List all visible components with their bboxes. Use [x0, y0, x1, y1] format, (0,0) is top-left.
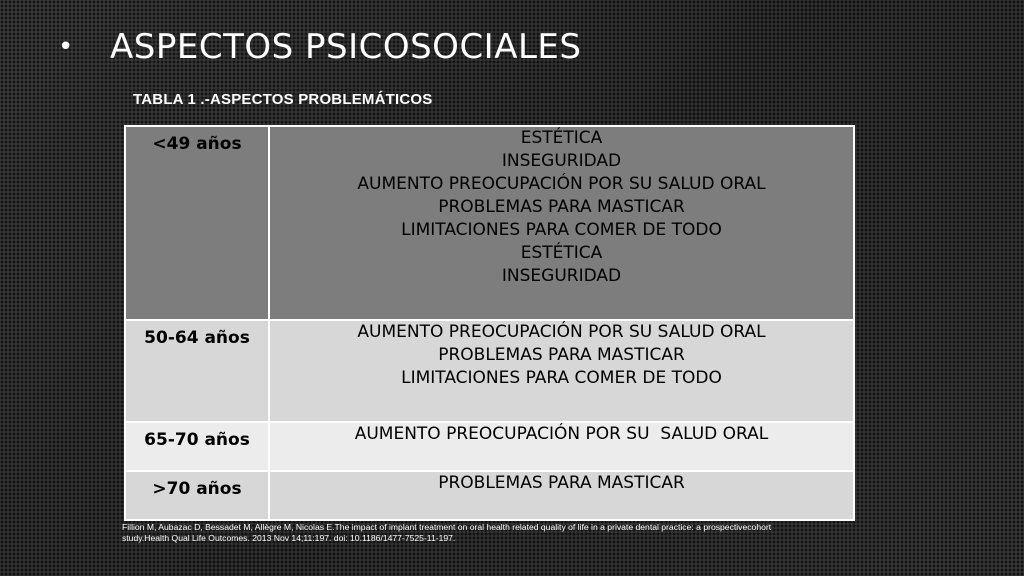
problems-table — [124, 125, 855, 521]
problem-item: PROBLEMAS PARA MASTICAR — [438, 197, 685, 217]
table-row — [125, 422, 854, 471]
problem-item: AUMENTO PREOCUPACIÓN POR SU SALUD ORAL — [357, 174, 766, 194]
slide-title — [58, 24, 581, 70]
title-bullet: • — [58, 32, 74, 62]
citation — [122, 522, 882, 544]
citation-line: study.Health Qual Life Outcomes. 2013 Nov 14;11:197. doi: 10.1186/1477-7525-11-197. — [122, 533, 456, 543]
problem-item: AUMENTO PREOCUPACIÓN POR SU SALUD ORAL — [357, 322, 766, 342]
age-group-cell: 50-64 años — [125, 320, 269, 422]
problems-cell — [269, 422, 854, 471]
problems-cell — [269, 126, 854, 320]
table-row — [125, 320, 854, 422]
table-caption: TABLA 1 .-ASPECTOS PROBLEMÁTICOS — [133, 91, 433, 108]
problem-item: ESTÉTICA — [520, 128, 603, 148]
problem-item: INSEGURIDAD — [501, 266, 622, 286]
problem-item: PROBLEMAS PARA MASTICAR — [438, 473, 685, 493]
age-group-cell: 65-70 años — [125, 422, 269, 471]
problem-item: LIMITACIONES PARA COMER DE TODO — [401, 368, 722, 388]
age-group-cell: <49 años — [125, 126, 269, 320]
problem-item: INSEGURIDAD — [501, 151, 622, 171]
problems-cell — [269, 471, 854, 520]
table-row — [125, 471, 854, 520]
problem-item: LIMITACIONES PARA COMER DE TODO — [401, 220, 722, 240]
problems-cell — [269, 320, 854, 422]
citation-line: Fillion M, Aubazac D, Bessadet M, Allègre M, Nicolas E.The impact of implant treatment on oral health related quality of life in a private dental practice: a prospectivecohort — [122, 522, 772, 532]
title-text: ASPECTOS PSICOSOCIALES — [110, 27, 582, 67]
problem-item: AUMENTO PREOCUPACIÓN POR SU SALUD ORAL — [354, 424, 769, 444]
table-row — [125, 126, 854, 320]
age-group-cell: >70 años — [125, 471, 269, 520]
problem-item: ESTÉTICA — [520, 243, 603, 263]
problem-item: PROBLEMAS PARA MASTICAR — [438, 345, 685, 365]
